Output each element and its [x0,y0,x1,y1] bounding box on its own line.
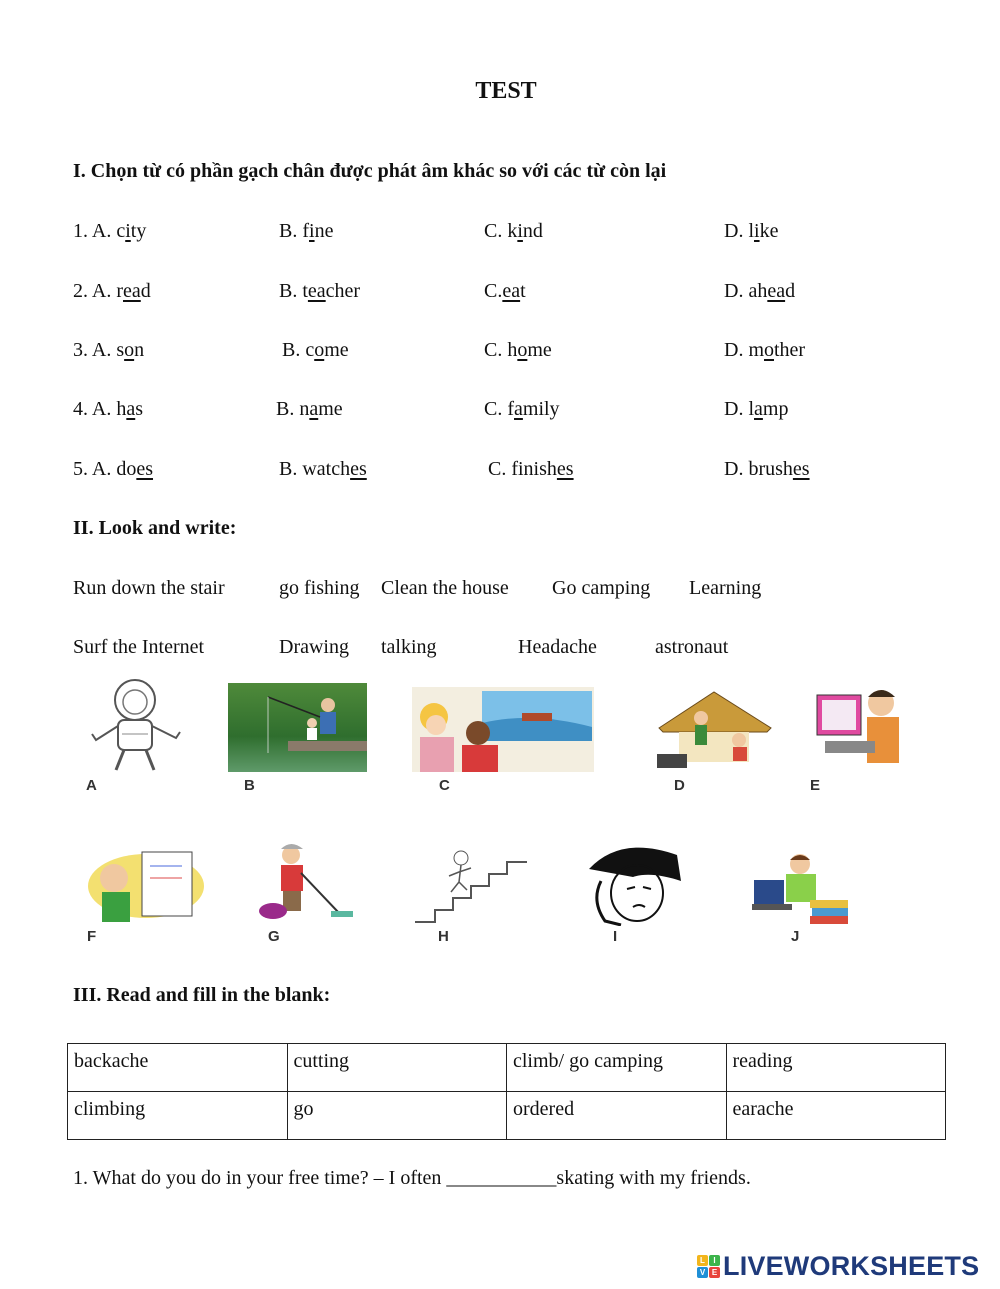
picture-label: F [87,928,97,945]
answer-option [724,280,795,303]
table-cell: climbing [68,1092,288,1140]
picture-label: J [791,928,800,945]
word-option: go fishing [279,577,360,599]
section2-heading: II. Look and write: [73,517,237,539]
option-text: B. c [282,339,315,361]
answer-option [276,398,343,421]
answer-option [73,220,146,243]
talking-picture [412,687,594,772]
underlined-letters: i [309,220,315,242]
option-text: C. f [484,398,514,420]
underlined-letters: i [517,220,523,242]
option-text: ty [130,220,147,242]
answer-option [724,339,805,362]
underlined-letters: ea [123,280,141,302]
answer-option [484,398,560,421]
word-option: talking [381,636,437,658]
option-text: 1. A. c [73,220,126,242]
option-text: me [318,398,343,420]
table-cell: ordered [507,1092,727,1140]
underlined-letters: es [136,458,154,480]
option-text: d [140,280,151,302]
answer-option [73,339,144,362]
picture-label: H [438,928,449,945]
answer-option [484,280,526,303]
word-option: Surf the Internet [73,636,205,658]
underlined-letters: a [126,398,136,420]
option-text: B. watch [279,458,351,480]
logo-mark-icon [697,1255,720,1278]
underlined-letters: es [792,458,810,480]
option-text: ne [314,220,334,242]
word-option: Clean the house [381,577,509,599]
logo-wordmark: LIVEWORKSHEETS [723,1251,980,1281]
answer-option [73,280,151,303]
answer-option [279,280,360,303]
option-text: nd [522,220,543,242]
underlined-letters: es [556,458,574,480]
option-text: n [134,339,145,361]
option-text: t [520,280,526,302]
word-option: Go camping [552,577,651,599]
underlined-letters: i [125,220,131,242]
logo-tile: I [709,1255,720,1266]
learning-picture [750,850,851,926]
word-option: Drawing [279,636,349,658]
picture-label: C [439,777,450,794]
option-text: s [135,398,144,420]
option-text: me [324,339,349,361]
drawing-picture [84,842,208,926]
table-cell: go [287,1092,507,1140]
underlined-letters: o [314,339,325,361]
option-text: B. f [279,220,309,242]
picture-label: A [86,777,97,794]
table-cell: earache [726,1092,946,1140]
answer-option [724,220,778,243]
cleaning-picture [251,841,356,926]
underlined-letters: ea [307,280,326,302]
page-title: TEST [475,78,537,104]
picture-label: E [810,777,821,794]
option-text: C. [484,280,503,302]
option-text: ke [759,220,779,242]
option-text: D. l [724,220,754,242]
answer-option [724,398,788,421]
underlined-letters: o [764,339,774,361]
picture-label: I [613,928,618,945]
option-text: C. finish [488,458,557,480]
logo-tile: E [709,1267,720,1278]
stairs-picture [411,846,531,926]
option-text: ther [774,339,806,361]
picture-label: B [244,777,255,794]
option-text: C. h [484,339,518,361]
section1-heading: I. Chọn từ có phần gạch chân được phát âm khác so với các từ còn lại [73,160,667,182]
option-text: C. k [484,220,518,242]
table-cell: reading [726,1044,946,1092]
liveworksheets-logo [697,1251,979,1282]
underlined-letters: ea [767,280,786,302]
option-text: B. t [279,280,308,302]
table-cell: climb/ go camping [507,1044,727,1092]
word-option: Learning [689,577,762,599]
picture-label: D [674,777,685,794]
astronaut-picture [82,676,188,774]
headache-picture [581,841,687,926]
underlined-letters: a [309,398,319,420]
camping-picture [649,688,780,772]
logo-tile: V [697,1267,708,1278]
option-text: D. brush [724,458,793,480]
answer-option [484,220,543,243]
option-text: me [527,339,552,361]
answer-option [73,398,143,421]
answer-option [279,458,367,481]
option-text: 3. A. s [73,339,125,361]
logo-tile: L [697,1255,708,1266]
underlined-letters: es [350,458,367,480]
option-text: 4. A. h [73,398,127,420]
word-bank-table [67,1043,946,1140]
underlined-letters: ea [502,280,521,302]
table-cell: cutting [287,1044,507,1092]
option-text: B. n [276,398,310,420]
option-text: D. ah [724,280,768,302]
answer-option [279,220,333,243]
underlined-letters: a [514,398,523,420]
answer-option [484,339,552,362]
answer-option [73,458,153,481]
fishing-picture [228,683,367,772]
answer-option [282,339,349,362]
option-text: 5. A. do [73,458,137,480]
option-text: 2. A. r [73,280,123,302]
underlined-letters: o [517,339,528,361]
surf-internet-picture [811,683,906,772]
option-text: D. l [724,398,754,420]
table-row [68,1092,946,1140]
section3-heading: III. Read and fill in the blank: [73,984,331,1006]
word-option: Headache [518,636,597,658]
answer-option [724,458,810,481]
answer-option [488,458,574,481]
option-text: mp [762,398,789,420]
word-option: astronaut [655,636,729,658]
underlined-letters: a [754,398,763,420]
table-cell: backache [68,1044,288,1092]
option-text: mily [522,398,560,420]
picture-label: G [268,928,280,945]
word-option: Run down the stair [73,577,225,599]
option-text: cher [325,280,361,302]
option-text: D. m [724,339,764,361]
underlined-letters: i [754,220,760,242]
underlined-letters: o [124,339,135,361]
table-row [68,1044,946,1092]
option-text: d [785,280,796,302]
question-1: 1. What do you do in your free time? – I often ___________skating with my friends. [73,1167,751,1189]
